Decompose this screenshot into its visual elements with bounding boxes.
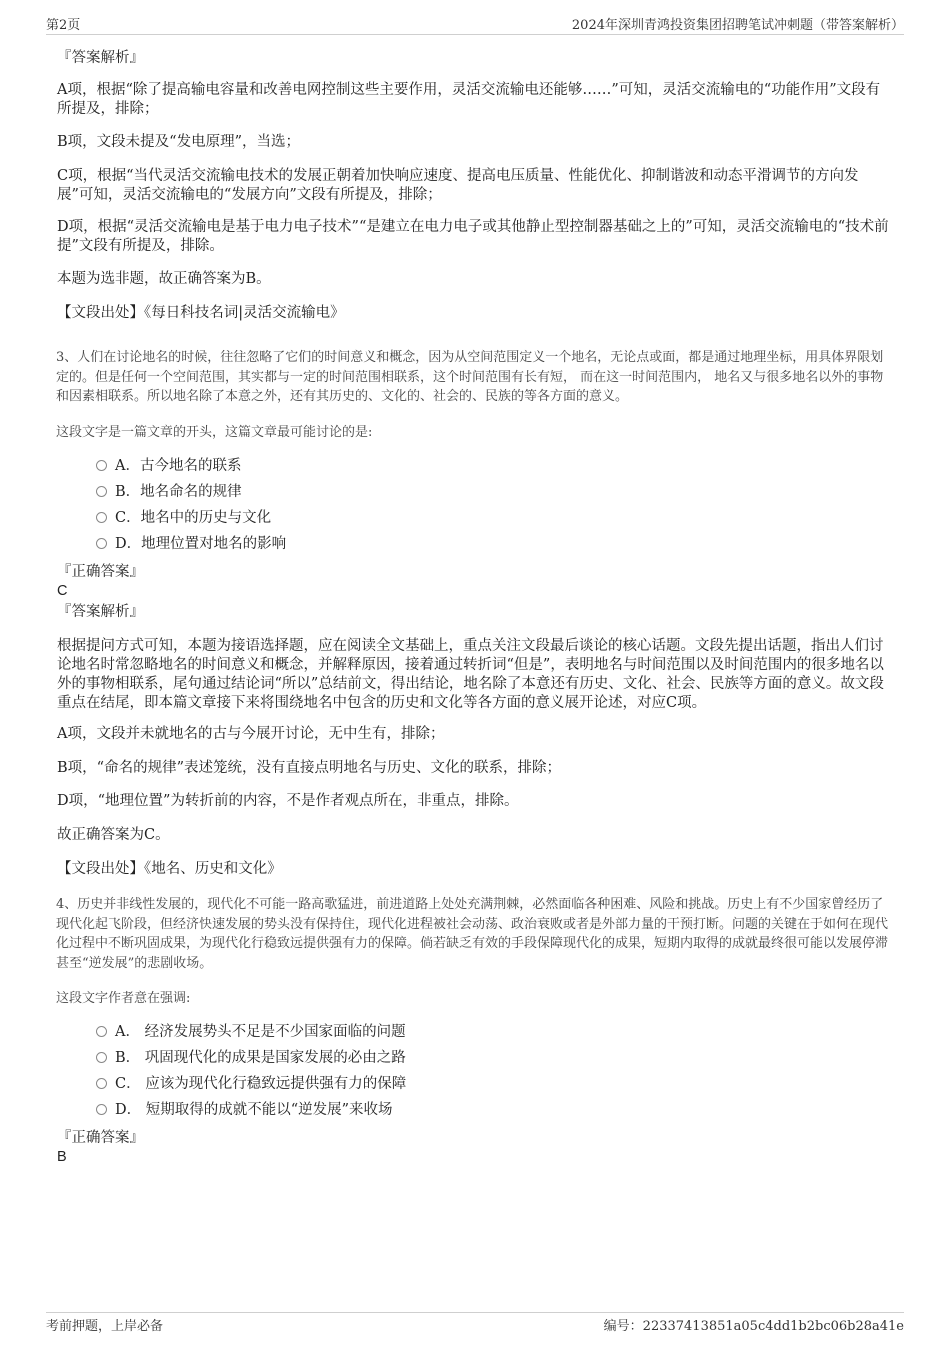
answer-label: 『正确答案』 [57,564,144,580]
radio-icon[interactable] [96,538,107,549]
analysis-label: 『答案解析』 [57,604,144,620]
analysis-option-d: D项，根据“灵活交流输电是基于电力电子技术”“是建立在电力电子或其他静止型控制器基础之上的”可知，灵活交流输电的“技术前提”文段有所提及，排除。 [57,219,889,254]
option-b[interactable] [96,1048,406,1068]
analysis-option-a: A项，根据“除了提高输电容量和改善电网控制这些主要作用，灵活交流输电还能够……”可知，灵活交流输电的“功能作用”文段有所提及，排除； [57,82,881,117]
radio-icon[interactable] [96,460,107,471]
analysis-option-b: B项，“命名的规律”表述笼统，没有直接点明地名与历史、文化的联系，排除； [57,760,561,776]
question-4-prompt: 这段文字作者意在强调: [56,991,191,1006]
source-citation: 【文段出处】《每日科技名词|灵活交流输电》 [57,305,345,321]
radio-icon[interactable] [96,1026,107,1037]
option-label: A． 经济发展势头不足是不少国家面临的问题 [115,1024,406,1040]
question-3-analysis: 根据提问方式可知，本题为接语选择题，应在阅读全文基础上，重点关注文段最后谈论的核心话题。文段先提出话题，指出人们讨论地名时常忽略地名的时间意义和概念，并解释原因，接着通过转折词“但是”，表明地名与时间范围以及时间范围内的很多地名以外的事物相联系，尾句通过结论词“所以”总结前文，得出结论，地名除了本意还有历史、文化、社会、民族等方面的意义。故文段重点在结尾，即本篇文章接下来将围绕地名中包含的历史和文化等各方面的意义展开论述，对应C项。 [57,638,884,711]
radio-icon[interactable] [96,486,107,497]
analysis-label: 『答案解析』 [57,50,144,66]
option-label: B． 巩固现代化的成果是国家发展的必由之路 [115,1050,406,1066]
analysis-conclusion: 故正确答案为C。 [57,827,170,843]
option-c[interactable] [96,508,271,528]
analysis-option-c: C项，根据“当代灵活交流输电技术的发展正朝着加快响应速度、提高电压质量、性能优化、抑制谐波和动态平滑调节的方向发展”可知，灵活交流输电的“发展方向”文段有所提及，排除； [57,168,859,203]
radio-icon[interactable] [96,1104,107,1115]
footer-slogan: 考前押题，上岸必备 [46,1319,164,1334]
option-label: A．古今地名的联系 [115,458,242,474]
analysis-option-d: D项，“地理位置”为转折前的内容，不是作者观点所在，非重点，排除。 [57,793,519,809]
analysis-option-a: A项，文段并未就地名的古与今展开讨论，无中生有，排除； [57,726,445,742]
source-citation: 【文段出处】《地名、历史和文化》 [57,861,282,877]
question-3-prompt: 这段文字是一篇文章的开头，这篇文章最可能讨论的是: [56,425,373,440]
page-footer [46,1312,904,1337]
option-a[interactable] [96,456,241,476]
option-label: C．地名中的历史与文化 [115,510,272,526]
option-b[interactable] [96,482,242,502]
radio-icon[interactable] [96,1052,107,1063]
answer-label: 『正确答案』 [57,1130,144,1146]
document-title: 2024年深圳青鸿投资集团招聘笔试冲刺题（带答案解析） [571,18,904,33]
document-id: 编号：22337413851a05c4dd1b2bc06b28a41e [603,1319,904,1334]
option-label: C． 应该为现代化行稳致远提供强有力的保障 [115,1076,407,1092]
option-d[interactable] [96,1100,393,1120]
question-4-passage: 4、历史并非线性发展的，现代化不可能一路高歌猛进，前进道路上处处充满荆棘，必然面临各种困难、风险和挑战。历史上有不少国家曾经历了现代化起飞阶段，但经济快速发展的势头没有保持住，现代化进程被社会动荡、政治衰败或者是外部力量的干预打断。问题的关键在于如何在现代化过程中不断巩固成果，为现代化行稳致远提供强有力的保障。倘若缺乏有效的手段保障现代化的成果，短期内取得的成就最终很可能以发展停滞甚至“逆发展”的悲剧收场。 [56,897,889,971]
option-d[interactable] [96,534,286,554]
option-label: B．地名命名的规律 [115,484,242,500]
option-a[interactable] [96,1022,406,1042]
option-label: D．地理位置对地名的影响 [115,536,287,552]
page-number: 第2页 [46,18,81,33]
radio-icon[interactable] [96,1078,107,1089]
correct-answer: B [57,1149,67,1165]
page-header [46,14,904,35]
option-label: D． 短期取得的成就不能以“逆发展”来收场 [115,1102,393,1118]
analysis-conclusion: 本题为选非题，故正确答案为B。 [57,271,271,287]
question-3-passage: 3、人们在讨论地名的时候，往往忽略了它们的时间意义和概念，因为从空间范围定义一个地名，无论点或面，都是通过地理坐标，用具体界限划定的。但是任何一个空间范围，其实都与一定的时间范围相联系，这个时间范围有长有短， 而在这一时间范围内， 地名又与很多地名以外的事物和因素相联系。所以地名除了本意之外，还有其历史的、文化的、社会的、民族的等各方面的意义。 [56,350,884,404]
radio-icon[interactable] [96,512,107,523]
correct-answer: C [57,583,68,599]
option-c[interactable] [96,1074,406,1094]
analysis-option-b: B项，文段未提及“发电原理”，当选； [57,134,300,150]
